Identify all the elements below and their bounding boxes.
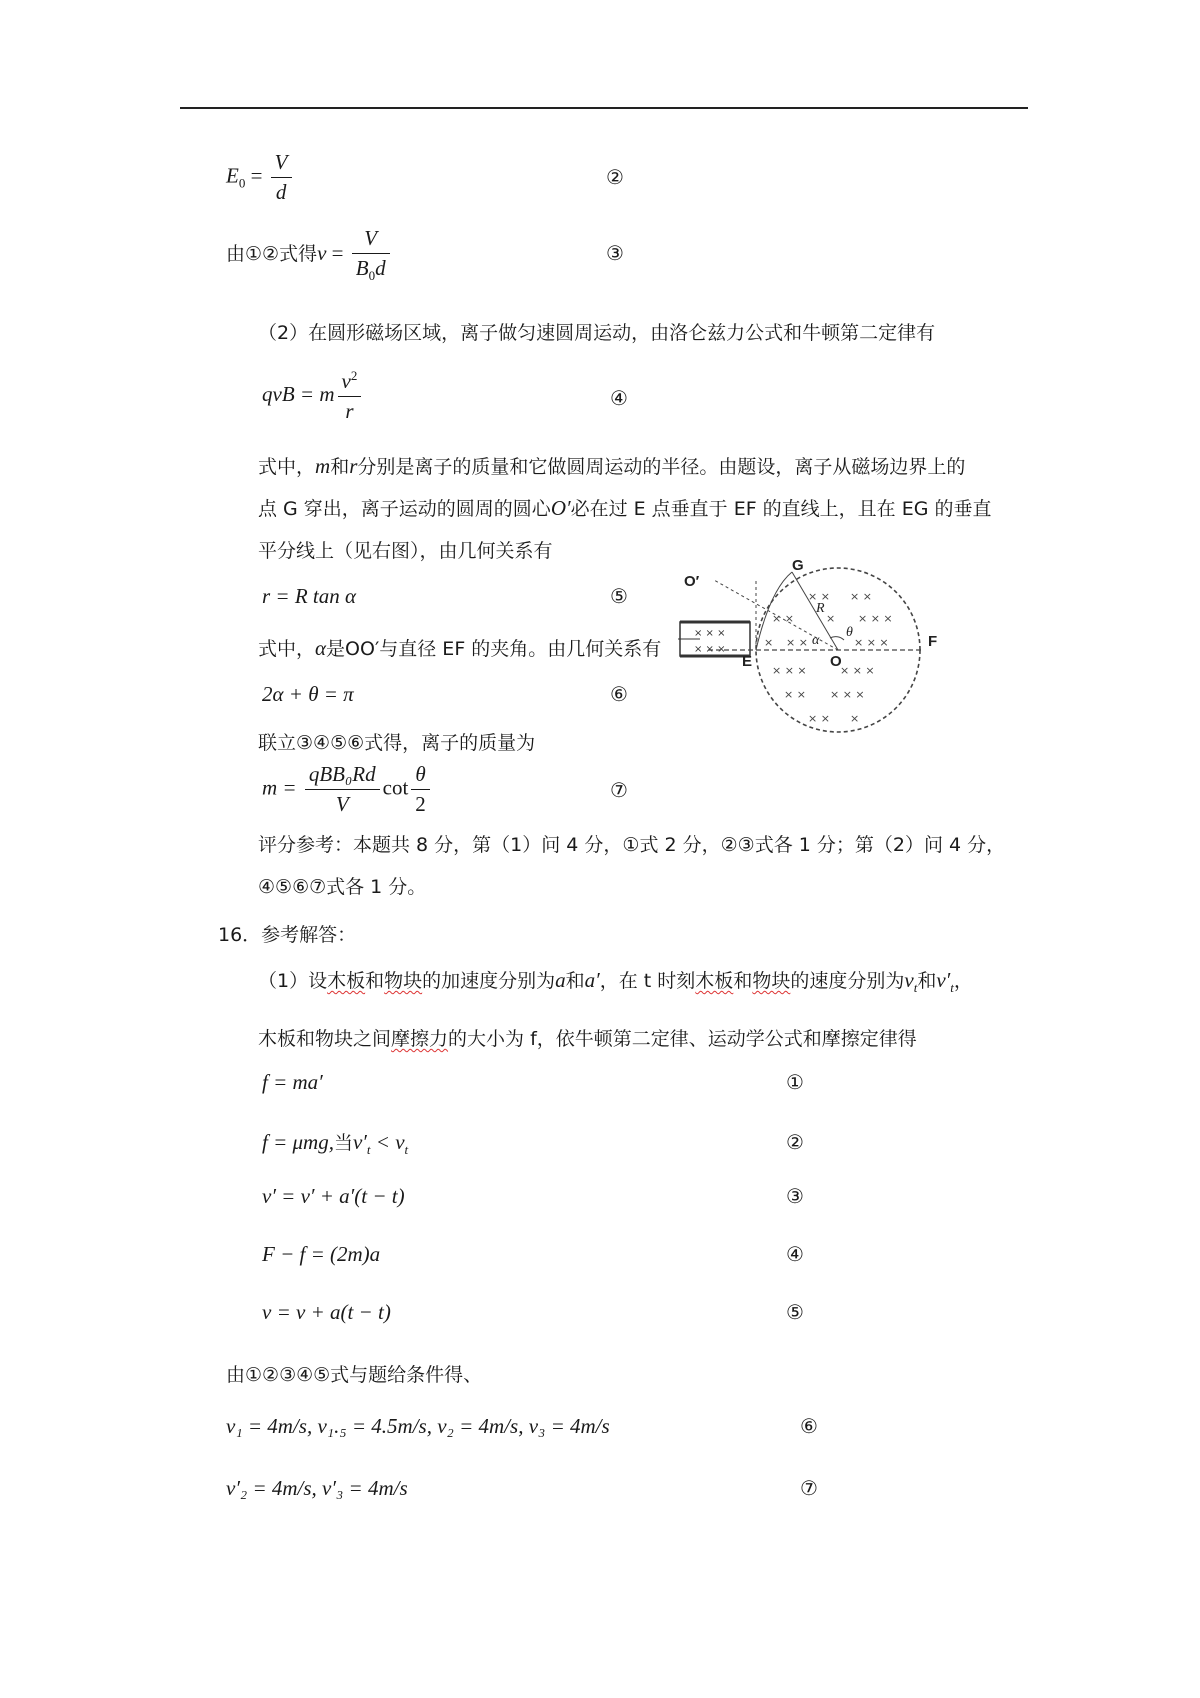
label-r: R (816, 601, 825, 616)
svg-text:×: × (826, 612, 836, 625)
s16-equation-4-mark: ④ (786, 1242, 804, 1266)
svg-text:×: × (764, 636, 774, 649)
section-16-heading: 16．参考解答： (218, 924, 357, 946)
equation-6: 2α + θ = π (262, 682, 354, 706)
equation-2-mark: ② (606, 165, 624, 189)
equation-2: $E_0$ = $\frac{V}{d}$ (226, 150, 295, 205)
explanation-line-3: 平分线上（见右图），由几何关系有 (258, 540, 553, 562)
svg-text:×: × (850, 712, 860, 725)
svg-text:× ×: × × (850, 590, 872, 603)
svg-text:× × ×: × × × (854, 636, 889, 649)
explanation-line-2: 点 G 穿出，离子运动的圆周的圆心O′必在过 E 点垂直于 EF 的直线上，且在 EG 的垂直 (258, 496, 992, 520)
svg-text:× ×: × × (772, 612, 794, 625)
label-e: E (742, 653, 753, 670)
s16-equation-5-mark: ⑤ (786, 1300, 804, 1324)
equation-7-mark: ⑦ (610, 778, 628, 802)
scoring-line-2: ④⑤⑥⑦式各 1 分。 (258, 876, 427, 898)
label-g: G (792, 557, 804, 574)
svg-text:× ×: × × (786, 636, 808, 649)
equation-5-mark: ⑤ (610, 584, 628, 608)
label-theta: θ (846, 625, 853, 640)
s16-equation-5: v = v + a(t − t) (262, 1300, 391, 1324)
part2-intro: （2）在圆形磁场区域，离子做匀速圆周运动，由洛仑兹力公式和牛顿第二定律有 (258, 322, 936, 344)
s16-equation-6: v₁ = 4m/s, v₁.₅ = 4.5m/s, v₂ = 4m/s, v₃ = 4m/s (226, 1414, 610, 1438)
equation-3: 由①②式得v = $\frac{V}{B_0d}$ (226, 226, 393, 284)
combine-line: 联立③④⑤⑥式得，离子的质量为 (258, 732, 536, 754)
s16-equation-2: f = μmg,当$v'_t < v_t$ (262, 1130, 409, 1158)
explanation-alpha: 式中，α是OO′与直径 EF 的夹角。由几何关系有 (258, 636, 662, 660)
svg-text:× ×: × × (808, 590, 830, 603)
s16-equation-1: f = ma′ (262, 1070, 323, 1094)
s16-equation-7-mark: ⑦ (800, 1476, 818, 1500)
s16-equation-2-mark: ② (786, 1130, 804, 1154)
s16-equation-6-mark: ⑥ (800, 1414, 818, 1438)
section-16-line-1: （1）设木板和物块的加速度分别为a和a′，在 t 时刻木板和物块的速度分别为$v_t$和$v'_t$， (258, 968, 973, 996)
svg-text:× × ×: × × × (830, 688, 865, 701)
equation-3-mark: ③ (606, 241, 624, 265)
svg-text:× × ×: × × × (694, 644, 726, 655)
equation-5: r = R tan α (262, 584, 357, 608)
s16-equation-4: F − f = (2m)a (262, 1242, 381, 1266)
magnetic-field-figure (680, 557, 960, 770)
section-16-result-line: 由①②③④⑤式与题给条件得、 (226, 1364, 483, 1386)
s16-equation-3: v′ = v′ + a′(t − t) (262, 1184, 405, 1208)
label-o: O (830, 653, 842, 670)
label-o-prime: O′ (684, 573, 700, 590)
label-alpha: α (812, 633, 820, 648)
svg-text:× × ×: × × × (772, 664, 807, 677)
equation-7: m = $\frac{\text{qBB₀Rd}}{V}$ cot $\frac{\theta}{2}$ (262, 762, 433, 817)
svg-text:× ×: × × (808, 712, 830, 725)
s16-equation-3-mark: ③ (786, 1184, 804, 1208)
svg-text:× × ×: × × × (858, 612, 893, 625)
explanation-line-1: 式中，m和r分别是离子的质量和它做圆周运动的半径。由题设，离子从磁场边界上的 (258, 454, 966, 478)
s16-equation-7: v′₂ = 4m/s, v′₃ = 4m/s (226, 1476, 408, 1500)
equation-4-mark: ④ (610, 386, 628, 410)
svg-text:× × ×: × × × (840, 664, 875, 677)
section-16-line-2: 木板和物块之间摩擦力的大小为 f，依牛顿第二定律、运动学公式和摩擦定律得 (258, 1028, 917, 1050)
field-crosses (764, 590, 893, 725)
equation-4: qvB = m $\frac{v^2}{r}$ (262, 368, 364, 424)
scoring-line-1: 评分参考：本题共 8 分，第（1）问 4 分，①式 2 分，②③式各 1 分；第（2）问 4 分， (258, 834, 1006, 856)
equation-6-mark: ⑥ (610, 682, 628, 706)
svg-text:× ×: × × (784, 688, 806, 701)
svg-text:× × ×: × × × (694, 628, 726, 639)
header-rule (180, 107, 1028, 109)
s16-equation-1-mark: ① (786, 1070, 804, 1094)
label-f: F (928, 633, 938, 650)
